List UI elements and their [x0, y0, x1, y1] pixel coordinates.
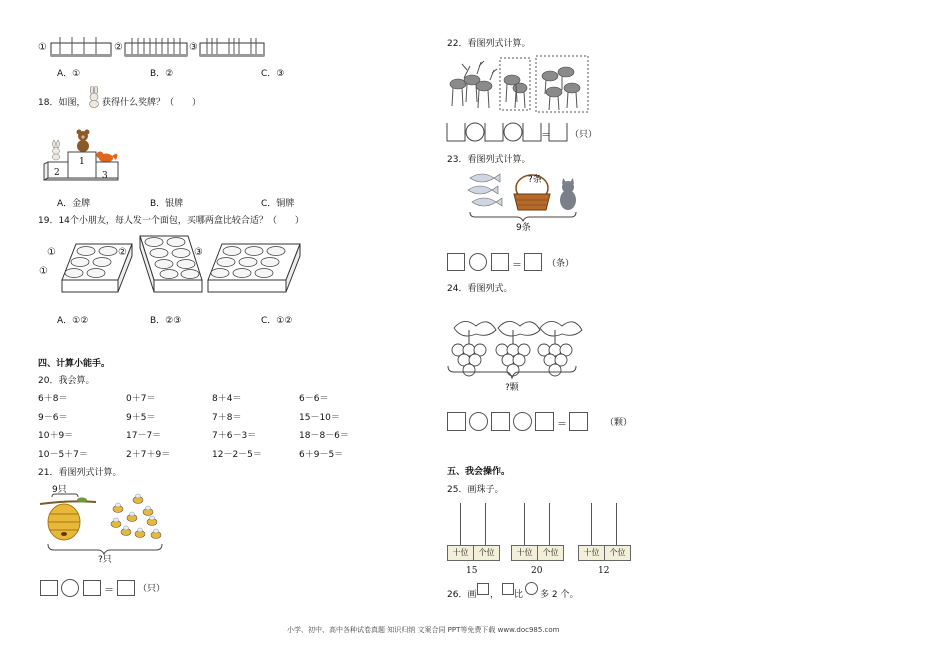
circle-shape-icon [525, 582, 538, 595]
abacus-rod [485, 503, 486, 545]
podium-number-3: 3 [102, 171, 108, 181]
mark-1: ① [38, 42, 47, 53]
operator-circle[interactable] [513, 412, 532, 431]
equals-sign: ＝ [541, 130, 551, 141]
calc-item: 9＋5＝ [126, 413, 156, 423]
bread-box-3 [204, 240, 304, 296]
answer-box[interactable] [83, 580, 101, 596]
q19-option-a[interactable]: A．①② [57, 316, 89, 326]
q26-tail: 多 2 个。 [540, 590, 579, 600]
q26-compare: 比 [514, 590, 524, 600]
q19-option-c[interactable]: C．①② [261, 316, 293, 326]
q20-title: 20．我会算。 [38, 376, 95, 386]
bread-box-2 [126, 232, 210, 296]
q18-option-a[interactable]: A．金牌 [57, 199, 91, 209]
rabbit-icon [86, 86, 102, 108]
q18-option-c[interactable]: C．铜牌 [261, 199, 295, 209]
calc-item: 7＋6－3＝ [212, 431, 257, 441]
calc-item: 0＋7＝ [126, 394, 156, 404]
operator-circle[interactable] [469, 412, 488, 431]
answer-box[interactable] [447, 253, 465, 271]
q21-top-label: 9只 [52, 485, 67, 495]
operator-circle[interactable] [61, 579, 79, 597]
q17-option-c[interactable]: C．③ [261, 69, 285, 79]
equals-sign: ＝ [557, 419, 567, 430]
q19-mark-1a: ① [47, 247, 56, 258]
answer-box[interactable] [491, 412, 510, 431]
q21-bottom-label: ?只 [98, 555, 112, 565]
result-box[interactable] [524, 253, 542, 271]
section-5-heading: 五、我会操作。 [447, 467, 511, 477]
q23-bottom-label: 9条 [516, 223, 531, 233]
answer-box[interactable] [491, 253, 509, 271]
q23-basket-label: ?条 [528, 175, 542, 185]
calc-item: 6－6＝ [299, 394, 329, 404]
place-label-tens: 十位 [447, 545, 474, 561]
mark-3: ③ [189, 42, 198, 53]
q23-unit: （条） [547, 259, 575, 269]
square-shape-icon [502, 583, 514, 595]
place-label-ones: 个位 [604, 545, 631, 561]
calc-item: 10＋9＝ [38, 431, 74, 441]
q21-title: 21．看图列式计算。 [38, 468, 122, 478]
calc-item: 15－10＝ [299, 413, 340, 423]
place-label-ones: 个位 [537, 545, 564, 561]
calc-item: 12－2－5＝ [212, 450, 262, 460]
calc-item: 9－6＝ [38, 413, 68, 423]
mark-2: ② [114, 42, 123, 53]
counter-3 [199, 36, 265, 58]
q24-bottom-label: ?颗 [505, 383, 519, 393]
q24-title: 24．看图列式。 [447, 284, 513, 294]
calc-item: 7＋8＝ [212, 413, 242, 423]
equals-sign: ＝ [104, 585, 114, 596]
answer-box[interactable] [447, 412, 466, 431]
q21-unit: （只） [138, 584, 166, 594]
q26-prefix: 26．画 [447, 590, 477, 600]
calc-item: 10－5＋7＝ [38, 450, 88, 460]
place-label-tens: 十位 [578, 545, 605, 561]
q22-deer-figure [444, 54, 592, 116]
place-label-ones: 个位 [473, 545, 500, 561]
q23-title: 23．看图列式计算。 [447, 155, 531, 165]
abacus-rod [549, 503, 550, 545]
q18-question: 18．如图， [38, 98, 86, 108]
q19-question: 19．14个小朋友，每人发一个面包，买哪两盒比较合适？（ ） [38, 216, 304, 226]
calc-item: 6＋8＝ [38, 394, 68, 404]
abacus-number: 15 [466, 566, 478, 576]
result-box[interactable] [569, 412, 588, 431]
q18-option-b[interactable]: B．银牌 [150, 199, 184, 209]
q19-mark-3: ③ [194, 247, 203, 258]
q19-mark-2: ② [118, 247, 127, 258]
q22-unit: （只） [570, 130, 598, 140]
operator-circle[interactable] [469, 253, 487, 271]
abacus-number: 12 [598, 566, 610, 576]
abacus-rod [616, 503, 617, 545]
calc-item: 2＋7＋9＝ [126, 450, 171, 460]
q26-comma: ， [490, 590, 500, 600]
q22-answer-outline [445, 122, 571, 144]
podium-number-1: 1 [79, 157, 85, 167]
q17-option-b[interactable]: B．② [150, 69, 174, 79]
section-4-heading: 四、计算小能手。 [38, 359, 111, 369]
abacus-number: 20 [531, 566, 543, 576]
counter-2 [124, 36, 188, 58]
calc-item: 6＋9－5＝ [299, 450, 344, 460]
q17-option-a[interactable]: A．① [57, 69, 81, 79]
equals-sign: ＝ [512, 260, 522, 271]
place-label-tens: 十位 [511, 545, 538, 561]
abacus-rod [524, 503, 525, 545]
calc-item: 18－8－6＝ [299, 431, 349, 441]
q19-mark-1b: ① [39, 266, 48, 277]
q23-fish-basket-figure [466, 170, 584, 222]
calc-item: 17－7＝ [126, 431, 162, 441]
square-shape-icon [477, 583, 489, 595]
answer-box[interactable] [535, 412, 554, 431]
answer-box[interactable] [40, 580, 58, 596]
calc-item: 8＋4＝ [212, 394, 242, 404]
q22-title: 22．看图列式计算。 [447, 39, 531, 49]
counter-1 [50, 36, 112, 58]
q21-figure [38, 492, 168, 556]
abacus-rod [460, 503, 461, 545]
podium-number-2: 2 [54, 168, 60, 178]
result-box[interactable] [117, 580, 135, 596]
podium-figure [38, 126, 124, 184]
page-footer: 小学、初中、高中各种试卷真题 知识归纳 文案合同 PPT等免费下载 www.doc985.com [287, 626, 560, 634]
abacus-rod [591, 503, 592, 545]
q24-unit: （颗） [605, 418, 633, 428]
q25-title: 25．画珠子。 [447, 485, 504, 495]
q18-question-tail: 获得什么奖牌？（ ） [102, 98, 202, 108]
q19-option-b[interactable]: B．②③ [150, 316, 182, 326]
q24-bracket [446, 364, 582, 382]
